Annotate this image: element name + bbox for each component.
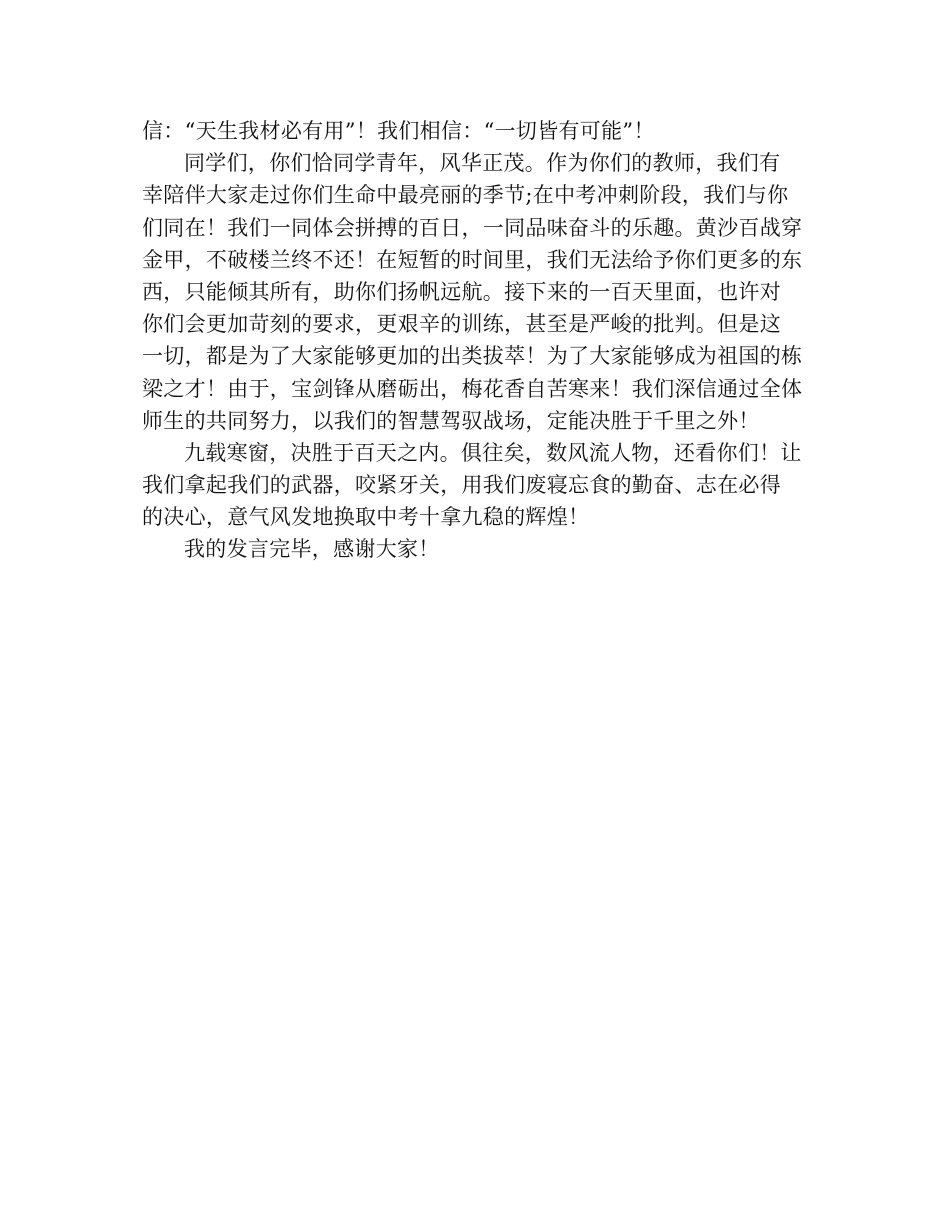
text-line: 梁之才！由于，宝剑锋从磨砺出，梅花香自苦寒来！我们深信通过全体 bbox=[142, 376, 803, 401]
text-line: 的决心，意气风发地换取中考十拿九稳的辉煌！ bbox=[142, 505, 590, 530]
text-line: 我们拿起我们的武器，咬紧牙关，用我们废寝忘食的勤奋、志在必得 bbox=[142, 473, 781, 498]
document-body bbox=[142, 115, 814, 566]
text-line: 金甲，不破楼兰终不还！在短暂的时间里，我们无法给予你们更多的东 bbox=[142, 247, 803, 272]
paragraph-start-line: 九载寒窗，决胜于百天之内。俱往矣，数风流人物，还看你们！让 bbox=[184, 440, 802, 465]
paragraph-start-line: 我的发言完毕，感谢大家！ bbox=[184, 537, 440, 562]
text-line: 信：“天生我材必有用”！我们相信：“一切皆有可能”！ bbox=[142, 119, 655, 143]
text-line: 你们会更加苛刻的要求，更艰辛的训练，甚至是严峻的批判。但是这 bbox=[142, 312, 781, 337]
text-line: 西，只能倾其所有，助你们扬帆远航。接下来的一百天里面，也许对 bbox=[142, 279, 781, 304]
text-line: 们同在！我们一同体会拼搏的百日，一同品味奋斗的乐趣。黄沙百战穿 bbox=[142, 215, 803, 240]
text-line: 一切，都是为了大家能够更加的出类拔萃！为了大家能够成为祖国的栋 bbox=[142, 344, 803, 369]
paragraph-start-line: 同学们，你们恰同学青年，风华正茂。作为你们的教师，我们有 bbox=[184, 151, 781, 176]
text-line: 幸陪伴大家走过你们生命中最亮丽的季节;在中考冲刺阶段，我们与你 bbox=[142, 183, 789, 208]
text-line: 师生的共同努力，以我们的智慧驾驭战场，定能决胜于千里之外！ bbox=[142, 408, 760, 433]
